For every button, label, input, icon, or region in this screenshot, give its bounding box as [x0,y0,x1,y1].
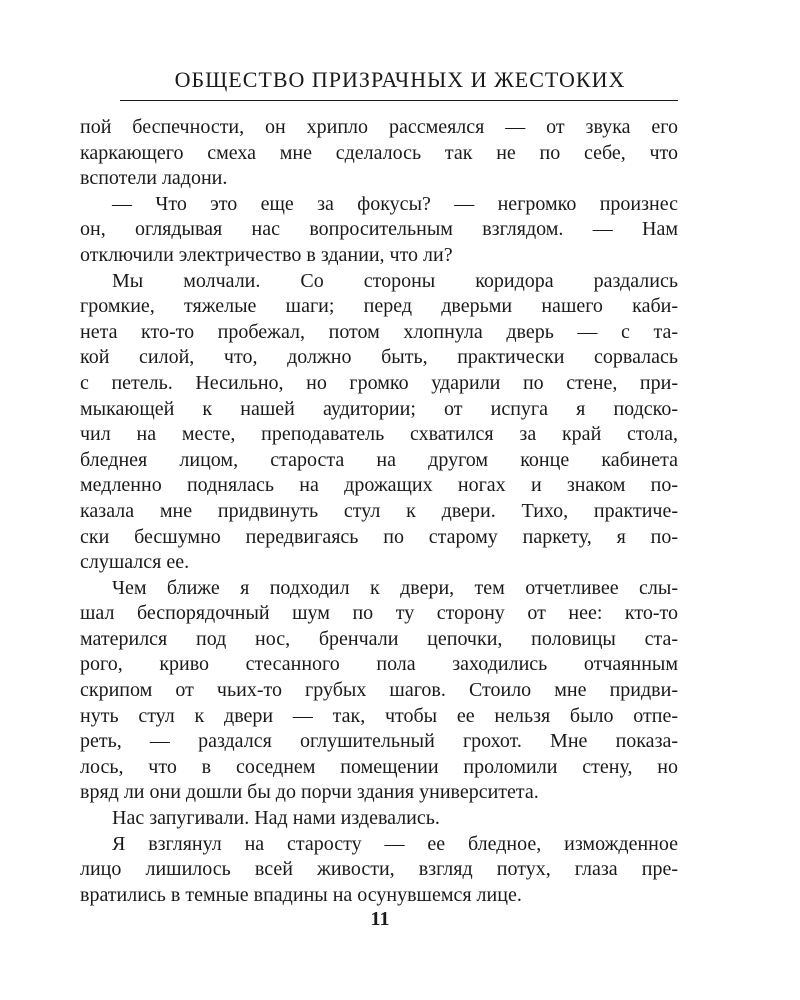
text-line: лицо лишилось всей живости, взгляд потух, глаза пре- [80,858,678,881]
text-line: вспотели ладони. [80,167,228,190]
text-line: казала мне придвинуть стул к двери. Тихо, практиче- [80,499,678,522]
running-head: ОБЩЕСТВО ПРИЗРАЧНЫХ И ЖЕСТОКИХ [174,67,626,92]
text-line: нета кто-то пробежал, потом хлопнула дверь — с та- [80,320,678,343]
text-line: кой силой, что, должно быть, практически сорвалась [80,346,678,369]
text-line: слушался ее. [80,551,190,574]
text-line: реть, — раздался оглушительный грохот. Мне показа- [80,730,678,753]
text-line: вряд ли они дошли бы до порчи здания университета. [80,781,539,804]
text-line: Я взглянул на старосту — ее бледное, изможденное [112,832,678,855]
text-line: мыкающей к нашей аудитории; от испуга я подско- [80,397,678,420]
text-line: рого, криво стесанного пола заходились отчаянным [80,653,678,676]
text-line: чил на месте, преподаватель схватился за край стола, [80,423,678,446]
text-line: медленно поднялась на дрожащих ногах и знаком по- [80,474,678,497]
text-line: пой беспечности, он хрипло рассмеялся — от звука его [80,116,678,138]
page-number: 11 [370,908,390,930]
text-line: с петель. Несильно, но громко ударили по стене, при- [80,371,678,394]
text-line: ски бесшумно передвигаясь по старому паркету, я по- [80,525,678,548]
text-line: вратились в темные впадины на осунувшемся лице. [80,883,522,906]
text-line: матерился под нос, бренчали цепочки, половицы ста- [80,627,678,650]
text-line: бледнея лицом, староста на другом конце кабинета [80,448,678,471]
header-rule [120,100,678,101]
text-line: каркающего смеха мне сделалось так не по себе, что [80,141,678,164]
text-line: Нас запугивали. Над нами издевались. [112,807,440,830]
text-line: Мы молчали. Со стороны коридора раздались [112,269,678,292]
body-text [80,115,678,908]
text-line: лось, что в соседнем помещении проломили стену, но [80,755,678,778]
text-line: он, оглядывая нас вопросительным взглядом. — Нам [80,218,678,241]
text-line: — Что это еще за фокусы? — негромко произнес [112,192,678,215]
text-line: шал беспорядочный шум по ту сторону от нее: кто-то [80,602,678,625]
text-line: скрипом от чьих-то грубых шагов. Стоило мне придви- [80,679,678,702]
text-line: нуть стул к двери — так, чтобы ее нельзя было отпе- [80,704,678,727]
text-line: громкие, тяжелые шаги; перед дверьми нашего каби- [80,295,678,318]
text-line: отключили электричество в здании, что ли? [80,243,453,266]
text-line: Чем ближе я подходил к двери, тем отчетливее слы- [112,576,678,599]
